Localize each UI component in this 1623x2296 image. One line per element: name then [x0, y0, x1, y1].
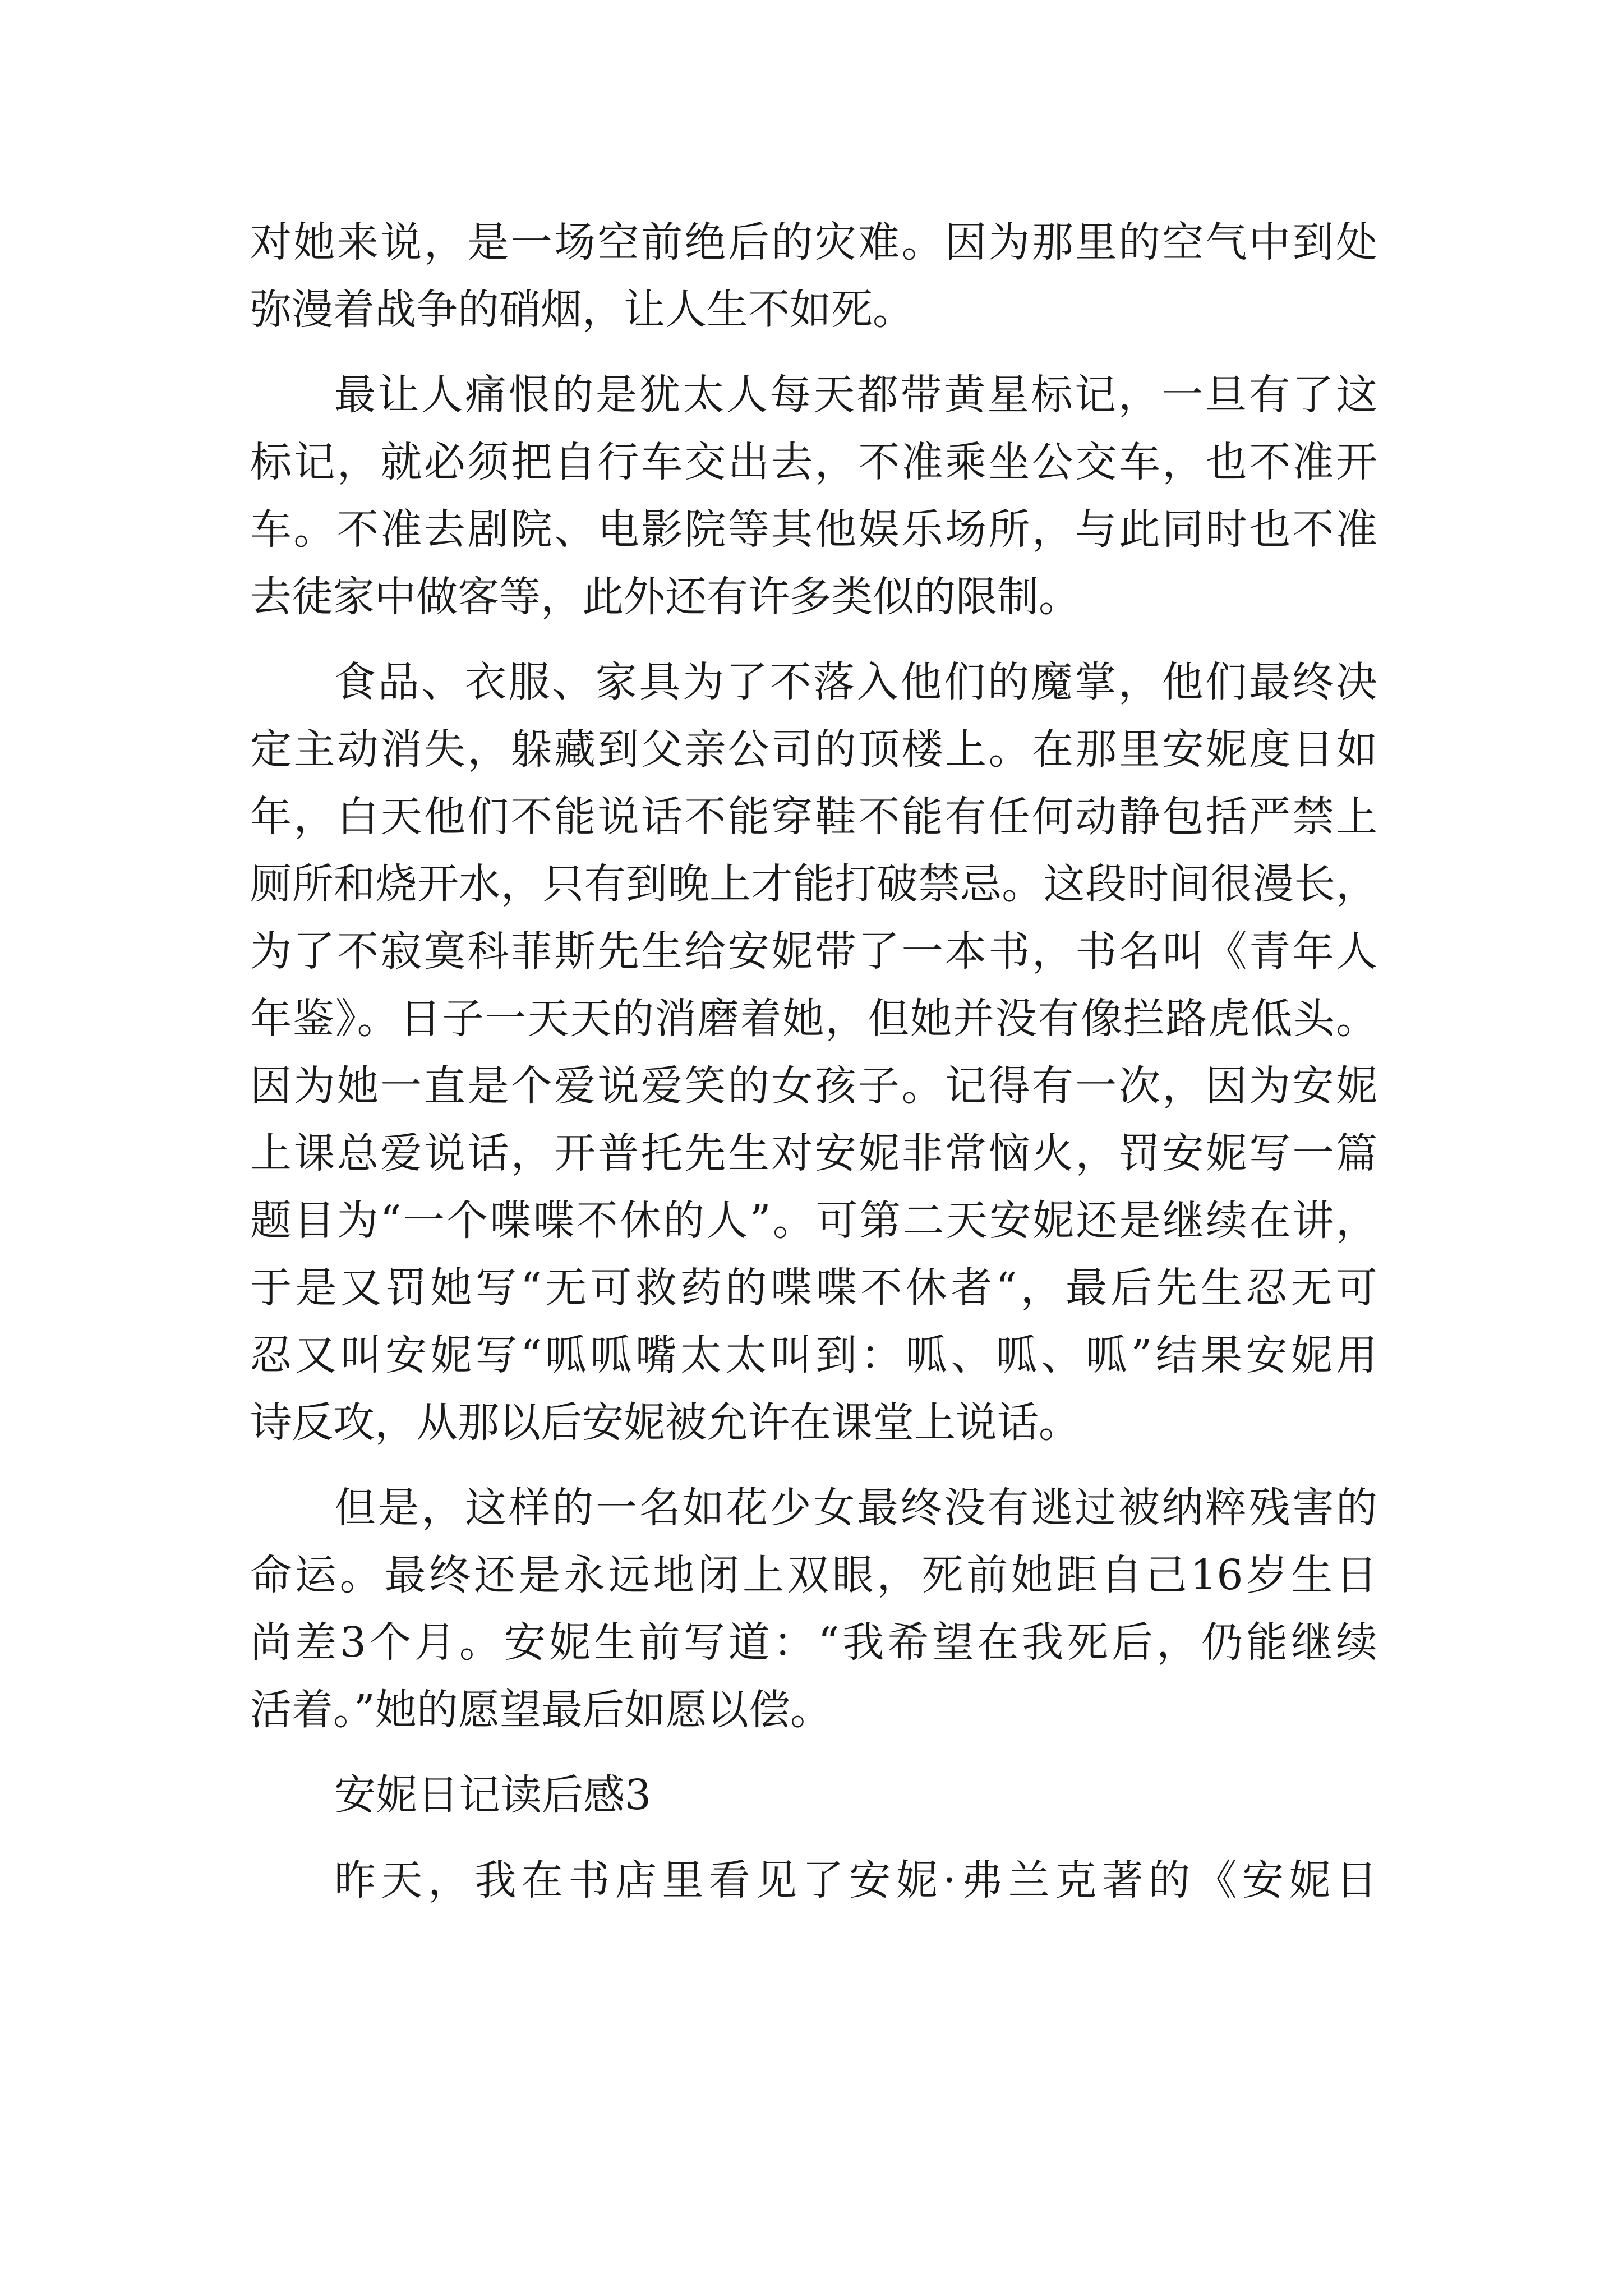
text-line: 对她来说，是一场空前绝后的灾难。因为那里的空气中到处: [250, 218, 1377, 266]
text-line: 忍又叫安妮写“呱呱嘴太太叫到：呱、呱、呱”结果安妮用: [250, 1331, 1377, 1379]
text-line: 去徒家中做客等，此外还有许多类似的限制。: [250, 573, 1080, 621]
text-line: 年鉴》。日子一天天的消磨着她，但她并没有像拦路虎低头。: [250, 995, 1377, 1043]
text-line: 但是，这样的一名如花少女最终没有逃过被纳粹残害的: [334, 1484, 1377, 1532]
text-line: 因为她一直是个爱说爱笑的女孩子。记得有一次，因为安妮: [250, 1062, 1377, 1110]
text-line: 题目为“一个喋喋不休的人”。可第二天安妮还是继续在讲，: [250, 1197, 1377, 1245]
text-line: 最让人痛恨的是犹太人每天都带黄星标记，一旦有了这: [334, 371, 1377, 419]
text-line: 厕所和烧开水，只有到晚上才能打破禁忌。这段时间很漫长，: [250, 860, 1377, 908]
text-line: 弥漫着战争的硝烟，让人生不如死。: [250, 286, 914, 334]
text-line: 食品、衣服、家具为了不落入他们的魔掌，他们最终决: [334, 658, 1377, 706]
section-heading: 安妮日记读后感3: [334, 1771, 652, 1819]
text-line: 诗反攻，从那以后安妮被允许在课堂上说话。: [250, 1398, 1080, 1447]
text-line: 昨天，我在书店里看见了安妮·弗兰克著的《安妮日: [334, 1856, 1377, 1904]
text-line: 为了不寂寞科菲斯先生给安妮带了一本书，书名叫《青年人: [250, 927, 1377, 976]
text-line: 命运。最终还是永远地闭上双眼，死前她距自己16岁生日: [250, 1551, 1377, 1599]
text-line: 上课总爱说话，开普托先生对安妮非常恼火，罚安妮写一篇: [250, 1129, 1377, 1177]
text-line: 尚差3个月。安妮生前写道：“我希望在我死后，仍能继续: [250, 1618, 1377, 1667]
text-line: 年，白天他们不能说话不能穿鞋不能有任何动静包括严禁上: [250, 793, 1377, 841]
text-line: 车。不准去剧院、电影院等其他娱乐场所，与此同时也不准: [250, 505, 1377, 554]
text-line: 于是又罚她写“无可救药的喋喋不休者“，最后先生忍无可: [250, 1264, 1377, 1312]
text-line: 活着。”她的愿望最后如愿以偿。: [250, 1686, 832, 1734]
text-line: 定主动消失，躲藏到父亲公司的顶楼上。在那里安妮度日如: [250, 725, 1377, 774]
text-line: 标记，就必须把自行车交出去，不准乘坐公交车，也不准开: [250, 438, 1377, 486]
